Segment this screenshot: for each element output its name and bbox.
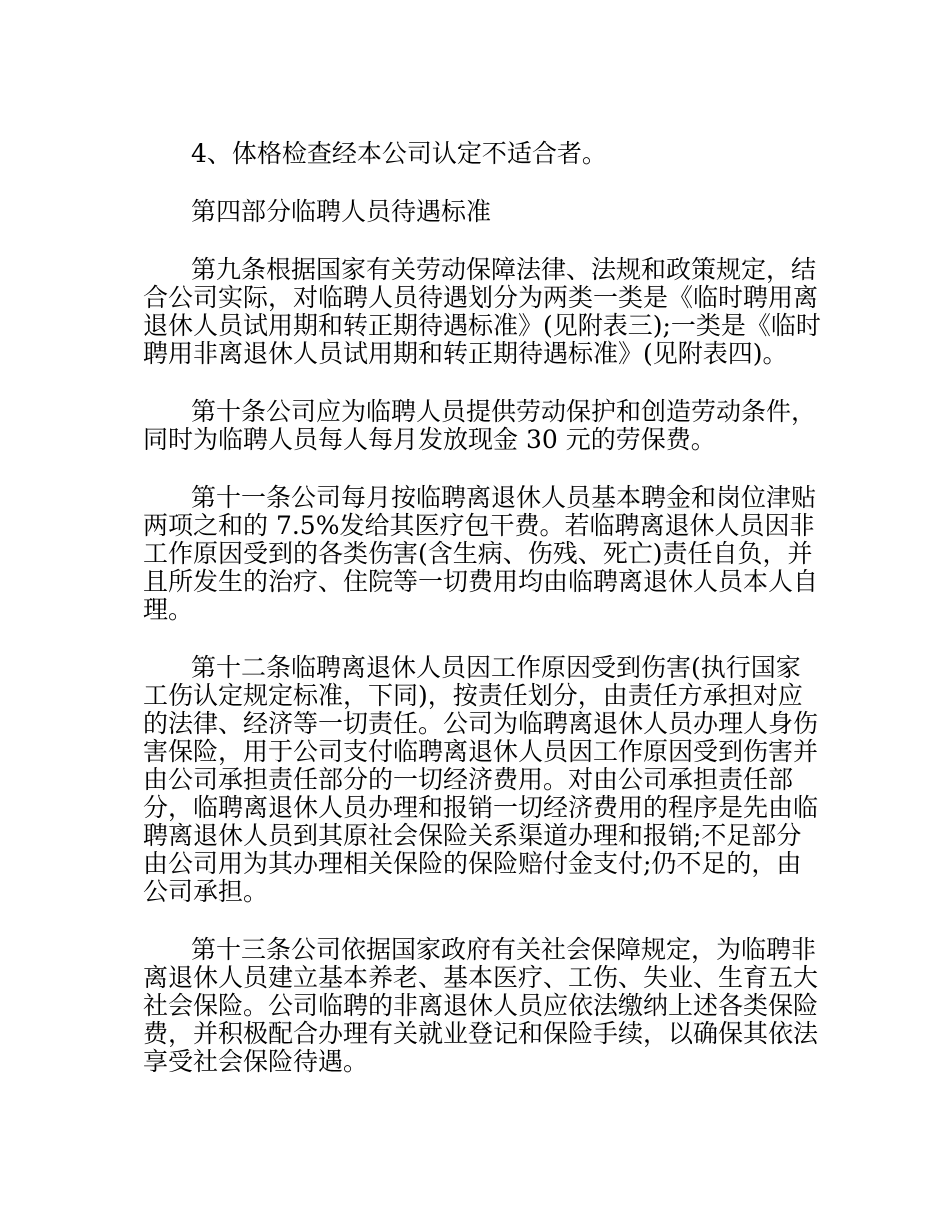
paragraph-item-4: 4、体格检查经本公司认定不适合者。 (191, 139, 607, 168)
paragraph-article-12: 第十二条临聘离退休人员因工作原因受到伤害(执行国家工伤认定规定标准，下同)，按责任划分，由责任方承担对应的法律、经济等一切责任。公司为临聘离退休人员办理人身伤害保险，用于公司支付临聘离退休人员因工作原因受到伤害并由公司承担责任部分的一切经济费用。对由公司承担责任部分，临聘离退休人员办理和报销一切经济费用的程序是先由临聘离退休人员到其原社会保险关系渠道办理和报销;不足部分由公司用为其办理相关保险的保险赔付金支付;仍不足的，由公司承担。 (143, 653, 819, 906)
paragraph-article-10: 第十条公司应为临聘人员提供劳动保护和创造劳动条件，同时为临聘人员每人每月发放现金 30 元的劳保费。 (143, 397, 817, 454)
section-heading-part-4: 第四部分临聘人员待遇标准 (191, 197, 492, 226)
paragraph-article-11: 第十一条公司每月按临聘离退休人员基本聘金和岗位津贴两项之和的 7.5%发给其医疗包干费。若临聘离退休人员因非工作原因受到的各类伤害(含生病、伤残、死亡)责任自负，并且所发生的治疗、住院等一切费用均由临聘离退休人员本人自理。 (143, 483, 819, 624)
paragraph-article-9: 第九条根据国家有关劳动保障法律、法规和政策规定，结合公司实际，对临聘人员待遇划分为两类一类是《临时聘用离退休人员试用期和转正期待遇标准》(见附表三);一类是《临时聘用非离退休人员试用期和转正期待遇标准》(见附表四)。 (143, 255, 821, 368)
paragraph-article-13: 第十三条公司依据国家政府有关社会保障规定，为临聘非离退休人员建立基本养老、基本医疗、工伤、失业、生育五大社会保险。公司临聘的非离退休人员应依法缴纳上述各类保险费，并积极配合办理有关就业登记和保险手续，以确保其依法享受社会保险待遇。 (143, 935, 819, 1076)
